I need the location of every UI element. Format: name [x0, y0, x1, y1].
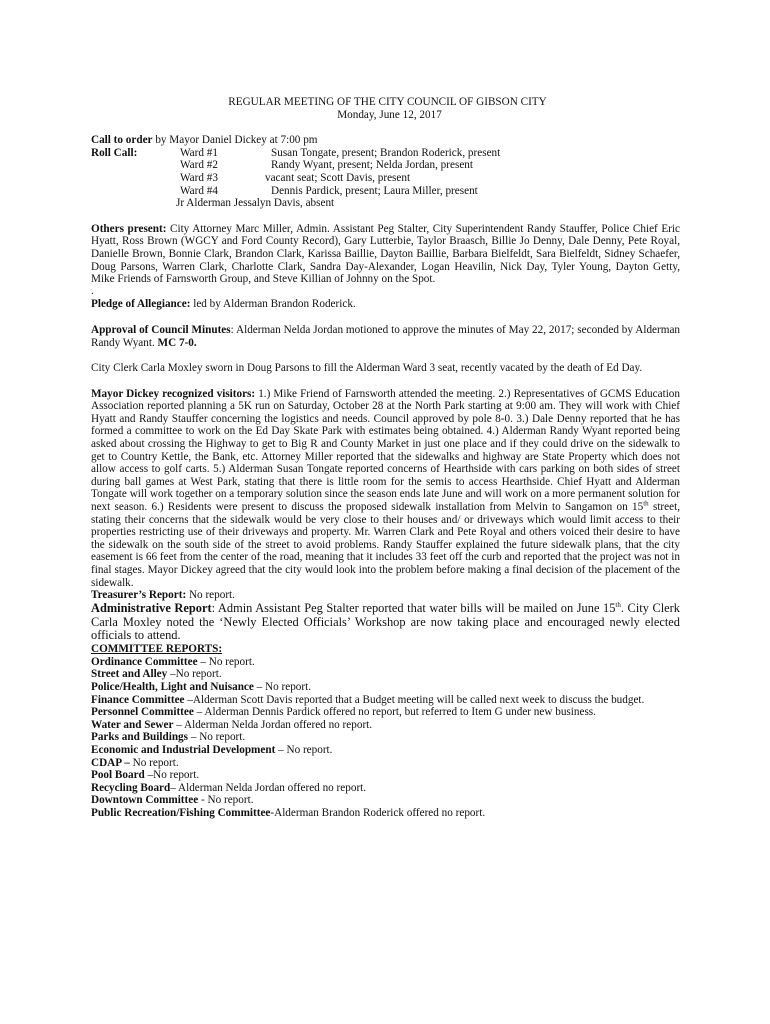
approval-label: Approval of Council Minutes — [91, 323, 231, 336]
committee-name: Recycling Board — [91, 781, 171, 794]
mayor-visitors — [91, 388, 680, 590]
committee-name: Street and Alley — [91, 668, 168, 681]
visitors-label: Mayor Dickey recognized visitors: — [91, 387, 256, 400]
call-to-order-label: Call to order — [91, 134, 153, 147]
ward-label: Ward #3 — [180, 171, 218, 184]
committee-name: Economic and Industrial Development — [91, 743, 276, 756]
ward-members: Susan Tongate, present; Brandon Roderick, present — [271, 146, 501, 159]
committee-name: CDAP – — [91, 756, 130, 769]
roll-call — [91, 147, 680, 210]
committee-report — [91, 794, 680, 807]
committee-name: Water and Sewer — [91, 718, 174, 731]
committee-report — [91, 807, 680, 820]
committee-name: Police/Health, Light and Nuisance — [91, 680, 254, 693]
committee-name: Downtown Committee — [91, 794, 199, 807]
stray-dot: . — [91, 284, 94, 297]
ward-label: Ward #4 — [180, 184, 218, 197]
pledge-label: Pledge of Allegiance: — [91, 298, 191, 311]
jr-alderman: Jr Alderman Jessalyn Davis, absent — [176, 197, 335, 210]
others-present-text: City Attorney Marc Miller, Admin. Assistant Peg Stalter, City Superintendent Randy Stauffer, Police Chief Eric Hyatt, Ross Brown (WGCY and Ford County Record), Gary Lutterbie, Taylor Braasch, Billie Jo Denny, Dale Denny, Pete Royal, Danielle Brown, Bonnie Clark, Brandon Clark, Karissa Baillie, Dayton Baillie, Barbara Bielfeldt, Sara Bielfeldt, Sidney Schaefer, Doug Parsons, Warren Clark, Charlotte Clark, Sandra Day-Alexander, Logan Heavilin, Nick Day, Tyler Young, Dayton Getty, Mike Friends of Farnsworth Group, and Steve Killian of Johnny on the Spot. — [91, 222, 680, 286]
committee-report — [91, 668, 680, 681]
call-to-order-text: by Mayor Daniel Dickey at 7:00 pm — [152, 134, 318, 147]
document-title: REGULAR MEETING OF THE CITY COUNCIL OF GIBSON CITY — [228, 96, 547, 108]
committee-text: – Alderman Dennis Pardick offered no report, but referred to Item G under new business. — [193, 706, 596, 719]
administrative-report — [91, 602, 680, 643]
roll-call-label: Roll Call: — [91, 146, 138, 159]
visitors-text-a: 1.) Mike Friend of Farnsworth attended the meeting. 2.) Representatives of GCMS Education Association reported planning a 5K run on Saturday, October 28 at the North Park starting at 9:00 am. They will work with Chief Hyatt and Randy Stauffer concerning the logistics and needs. Council approved by pole 8-0. 3.) Dale Denny reported that he has formed a committee to work on the Ed Day Skate Park with estimates being obtained. 4.) Alderman Randy Wyant reported being asked about crossing the Highway to get to Big R and County Market in just one place and if they could drive on the sidewalk to get to Country Kettle, the Bank, etc. Attorney Miller reported that the sidewalks and highway are State Property which does not allow access to golf carts. 5.) Alderman Susan Tongate reported concerns of Hearthside with cars parking on both sides of street during ball games at West Park, stating that there is little room for the semis to access Hearthside. Chief Hyatt and Alderman Tongate will work together on a temporary solution since the season ends late June and will work on a more permanent solution for next season. 6.) Residents were present to discuss the proposed sidewalk installation from Melvin to Sangamon on 15 — [91, 387, 680, 514]
administrative-text-a: : Admin Assistant Peg Stalter reported that water bills will be mailed on June 15 — [211, 600, 616, 615]
committee-report — [91, 744, 680, 757]
ordinal-suffix: th — [615, 600, 621, 609]
committee-name: Ordinance Committee — [91, 655, 198, 668]
ward-label: Ward #1 — [180, 146, 218, 159]
roll-call-row — [91, 147, 680, 160]
committee-reports-heading: COMMITTEE REPORTS: — [91, 643, 223, 656]
approval-text: : Alderman Nelda Jordan motioned to approve the minutes of May 22, 2017; seconded by Alderman Randy Wyant. — [91, 323, 681, 349]
ordinal-suffix: th — [643, 499, 649, 508]
committee-report — [91, 757, 680, 770]
motion-result: MC 7-0. — [157, 336, 197, 349]
ward-members: vacant seat; Scott Davis, present — [265, 171, 411, 184]
ward-label: Ward #2 — [180, 159, 218, 172]
treasurer-text: No report. — [186, 589, 235, 602]
committee-text: – No report. — [253, 680, 312, 693]
approval-of-minutes — [91, 324, 680, 349]
committee-text: -Alderman Brandon Roderick offered no report. — [270, 806, 486, 819]
ward-members: Randy Wyant, present; Nelda Jordan, present — [271, 159, 473, 172]
meeting-date: Monday, June 12, 2017 — [337, 108, 442, 121]
committee-report — [91, 706, 680, 719]
administrative-text-b: . City Clerk Carla Moxley noted the ‘Newly Elected Officials’ Workshop are now taking place and encouraged newly elected officials to attend. — [91, 600, 680, 643]
committee-text: – No report. — [275, 743, 333, 756]
committee-report — [91, 731, 680, 744]
committee-name: Personnel Committee — [91, 706, 194, 719]
pledge — [91, 298, 680, 311]
committee-name: Parks and Buildings — [91, 731, 189, 744]
committee-text: –Alderman Scott Davis reported that a Budget meeting will be called next week to discuss the budget. — [184, 693, 645, 706]
committee-text: No report. — [129, 756, 179, 769]
roll-call-row — [91, 185, 680, 198]
committee-report — [91, 782, 680, 795]
committee-text: – No report. — [188, 731, 246, 744]
committee-report — [91, 656, 680, 669]
minutes-body — [91, 96, 680, 819]
call-to-order — [91, 134, 680, 147]
ward-members: Dennis Pardick, present; Laura Miller, present — [271, 184, 478, 197]
administrative-label: Administrative Report — [91, 600, 212, 615]
committee-text: – Alderman Nelda Jordan offered no report. — [173, 718, 373, 731]
roll-call-row — [91, 172, 680, 185]
committee-text: - No report. — [198, 794, 254, 807]
committee-report — [91, 694, 680, 707]
visitors-text-b: street, stating their concerns that the sidewalk would be very close to their houses and/ or driveways which would limit access to their properties restricting use of their driveways and property. Mr. Warren Clark and Pete Royal and others voiced their desire to have the sidewalk on the south side of the street to avoid problems. Randy Stauffer explained the future sidewalk plans, that the city easement is 66 feet from the center of the road, meaning that it includes 33 feet off the curb and reported that the project was not in final stages. Mayor Dickey agreed that the city would look into the problem before making a final decision of the placement of the sidewalk. — [91, 501, 680, 589]
committee-name: Pool Board — [91, 769, 145, 782]
committee-report — [91, 681, 680, 694]
others-present-label: Others present: — [91, 222, 167, 235]
treasurer-label: Treasurer’s Report: — [91, 589, 187, 602]
committee-text: –No report. — [144, 769, 200, 782]
others-present — [91, 223, 680, 286]
committee-text: – No report. — [197, 655, 255, 668]
committee-report — [91, 719, 680, 732]
committee-text: –No report. — [167, 668, 222, 681]
committee-name: Public Recreation/Fishing Committee — [91, 806, 271, 819]
committee-text: – Alderman Nelda Jordan offered no report. — [170, 781, 367, 794]
roll-call-row — [91, 159, 680, 172]
committee-report — [91, 769, 680, 782]
committee-name: Finance Committee — [91, 693, 185, 706]
pledge-text: led by Alderman Brandon Roderick. — [190, 298, 356, 311]
clerk-sworn-in: City Clerk Carla Moxley sworn in Doug Parsons to fill the Alderman Ward 3 seat, recently vacated by the death of Ed Day. — [91, 362, 643, 375]
